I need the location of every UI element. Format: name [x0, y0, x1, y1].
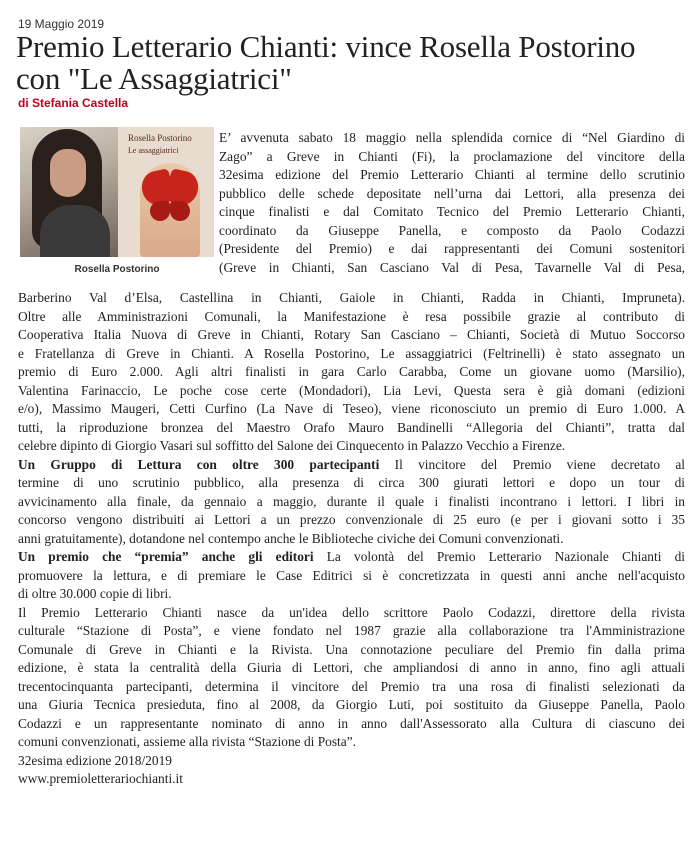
intro-line: coordinato da Giuseppe Panella, e composto da Paolo Codazzi: [219, 222, 685, 238]
figure-caption: Rosella Postorino: [74, 264, 160, 275]
body-line: trecentocinquanta partecipanti, determina il vincitore del Premio tra una rosa di finalisti selezionati da: [18, 678, 685, 694]
book-cover: [118, 127, 214, 257]
body-line: promuovere la lettura, e di premiare le Case Editrici si è concretizzata in questi anni anche nell'acquisto: [18, 567, 685, 583]
website-line: www.premioletterariochianti.it: [18, 771, 183, 786]
body-line: comuni convenzionati, assieme alla rivista “Stazione di Posta”.: [18, 734, 357, 749]
intro-line: (Presidente del Premio) e dai rappresentanti dei Comuni sostenitori: [219, 241, 685, 256]
body-line: termine di uno scrutinio pubblico, alla presenza di circa 300 giurati lettori e dopo un tour di: [18, 475, 685, 490]
edition-line: 32esima edizione 2018/2019: [18, 752, 172, 768]
body-line: tutti, la riproduzione bronzea del Maestro Orafo Mauro Bandinelli “Allegoria del Chianti”, tratta dal: [18, 419, 685, 435]
intro-line: pubblico delle schede depositate nell’urna dai Lettori, alla presenza dei: [219, 185, 685, 201]
paragraph-funding: [18, 289, 685, 456]
article-byline: di Stefania Castella: [18, 96, 129, 110]
body-line: avvicinamento alla finale, da gennaio a maggio, durante il quale i finalisti incontrano i lettori. I libri in: [18, 493, 685, 509]
body-line: anni gratuitamente), dotandone nel contempo anche le Biblioteche civiche dei Comuni convenzionati.: [18, 530, 564, 546]
intro-line: 32esima edizione del Premio Letterario Chianti al termine dello scrutinio: [219, 167, 685, 182]
intro-line: Zago” a Greve in Chianti (Fi), la proclamazione del vincitore della: [219, 148, 685, 164]
book-cover-author: Rosella Postorino: [128, 133, 192, 143]
article-date: 19 Maggio 2019: [18, 17, 105, 31]
intro-paragraph: [219, 129, 685, 277]
body-line: [18, 456, 685, 475]
body-line: Il Premio Letterario Chianti nasce da un'idea dello scrittore Paolo Codazzi, direttore della rivista: [18, 604, 685, 620]
intro-line: E’ avvenuta sabato 18 maggio nella splendida cornice di “Nel Giardino di: [219, 130, 685, 145]
section-heading-reading-group: Un Gruppo di Lettura con oltre 300 partecipanti: [18, 456, 380, 472]
section-heading-publishers: Un premio che “premia” anche gli editori: [18, 549, 314, 564]
paragraph-publishers: [18, 548, 685, 604]
section-first-line: Il vincitore del Premio viene decretato al: [379, 456, 685, 472]
paragraph-history: [18, 604, 685, 752]
body-line: celebre dipinto di Giorgio Vasari sul soffitto del Salone dei Cinquecento in Palazzo Vecchio a Firenze.: [18, 438, 566, 453]
paragraph-reading-group: [18, 456, 685, 549]
article-headline: [16, 31, 686, 95]
author-portrait: [20, 127, 118, 257]
body-line: Oltre alle Amministrazioni Comunali, la Manifestazione è resa possibile grazie al contributo di: [18, 308, 685, 324]
body-line: Cooperativa Italia Nuova di Greve in Chianti, Rotary San Casciano – Chianti, Società di Mutuo Soccorso: [18, 327, 685, 342]
book-cover-title: Le assaggiatrici: [128, 146, 179, 155]
body-line: Barberino Val d’Elsa, Castellina in Chianti, Gaiole in Chianti, Radda in Chianti, Impruneta).: [18, 290, 685, 305]
author-and-book-photo: [20, 127, 214, 257]
article-body: [18, 289, 685, 789]
body-line: Comunale di Greve in Chianti e la Rivista. Una connotazione peculiare del Premio fin dalla prima: [18, 641, 685, 657]
body-line: edizione, è stata la centralità della Giuria di Lettori, che ampliandosi di anno in anno, fino agli attuali: [18, 660, 685, 675]
body-line: premio di Euro 2.000. Agli altri finalisti in gara Carlo Carabba, Come un giovane uomo (Marsilio),: [18, 364, 685, 379]
body-line: culturale “Stazione di Posta”, e viene fondato nel 1987 grazie alla collaborazione tra l'Amministrazione: [18, 623, 685, 638]
body-line: [18, 548, 685, 567]
body-line: concorso vengono distribuiti ai Lettori a un prezzo convenzionale di 25 euro (e per i giovani sotto i 35: [18, 512, 685, 527]
body-line: e/o), Massimo Maugeri, Cetti Curfino (La Nave di Teseo), viene riconosciuto un premio di Euro 1.000. A: [18, 401, 685, 416]
headline-line-1: Premio Letterario Chianti: vince Rosella Postorino: [16, 29, 636, 64]
body-line: e Fratellanza di Greve in Chianti. A Rosella Postorino, Le assaggiatrici (Feltrinelli) è stato assegnato un: [18, 345, 685, 361]
body-line: una Giuria Tecnica presieduta, fino al 2008, da Giorgio Luti, poi sostituito da Giuseppe Panella, Paolo: [18, 697, 685, 712]
headline-line-2: con "Le Assaggiatrici": [16, 61, 292, 96]
intro-line: (Greve in Chianti, San Casciano Val di Pesa, Tavarnelle Val di Pesa,: [219, 259, 685, 275]
footer-info: [18, 752, 685, 789]
body-line: Codazzi e un rappresentante nominato di anno in anno dall'Assessorato alla Cultura di ciascuno dei: [18, 715, 685, 731]
body-line: Valentina Farinaccio, Le poche cose certe (Mondadori), Lia Levi, Questa sera è già domani (edizioni: [18, 382, 685, 398]
section-first-line: La volontà del Premio Letterario Nazionale Chianti di: [313, 549, 685, 564]
body-line: di oltre 30.000 copie di libri.: [18, 586, 172, 601]
article-figure: [20, 127, 214, 284]
intro-line: cinque finalisti e dal Comitato Tecnico del Premio Letterario Chianti,: [219, 204, 685, 219]
